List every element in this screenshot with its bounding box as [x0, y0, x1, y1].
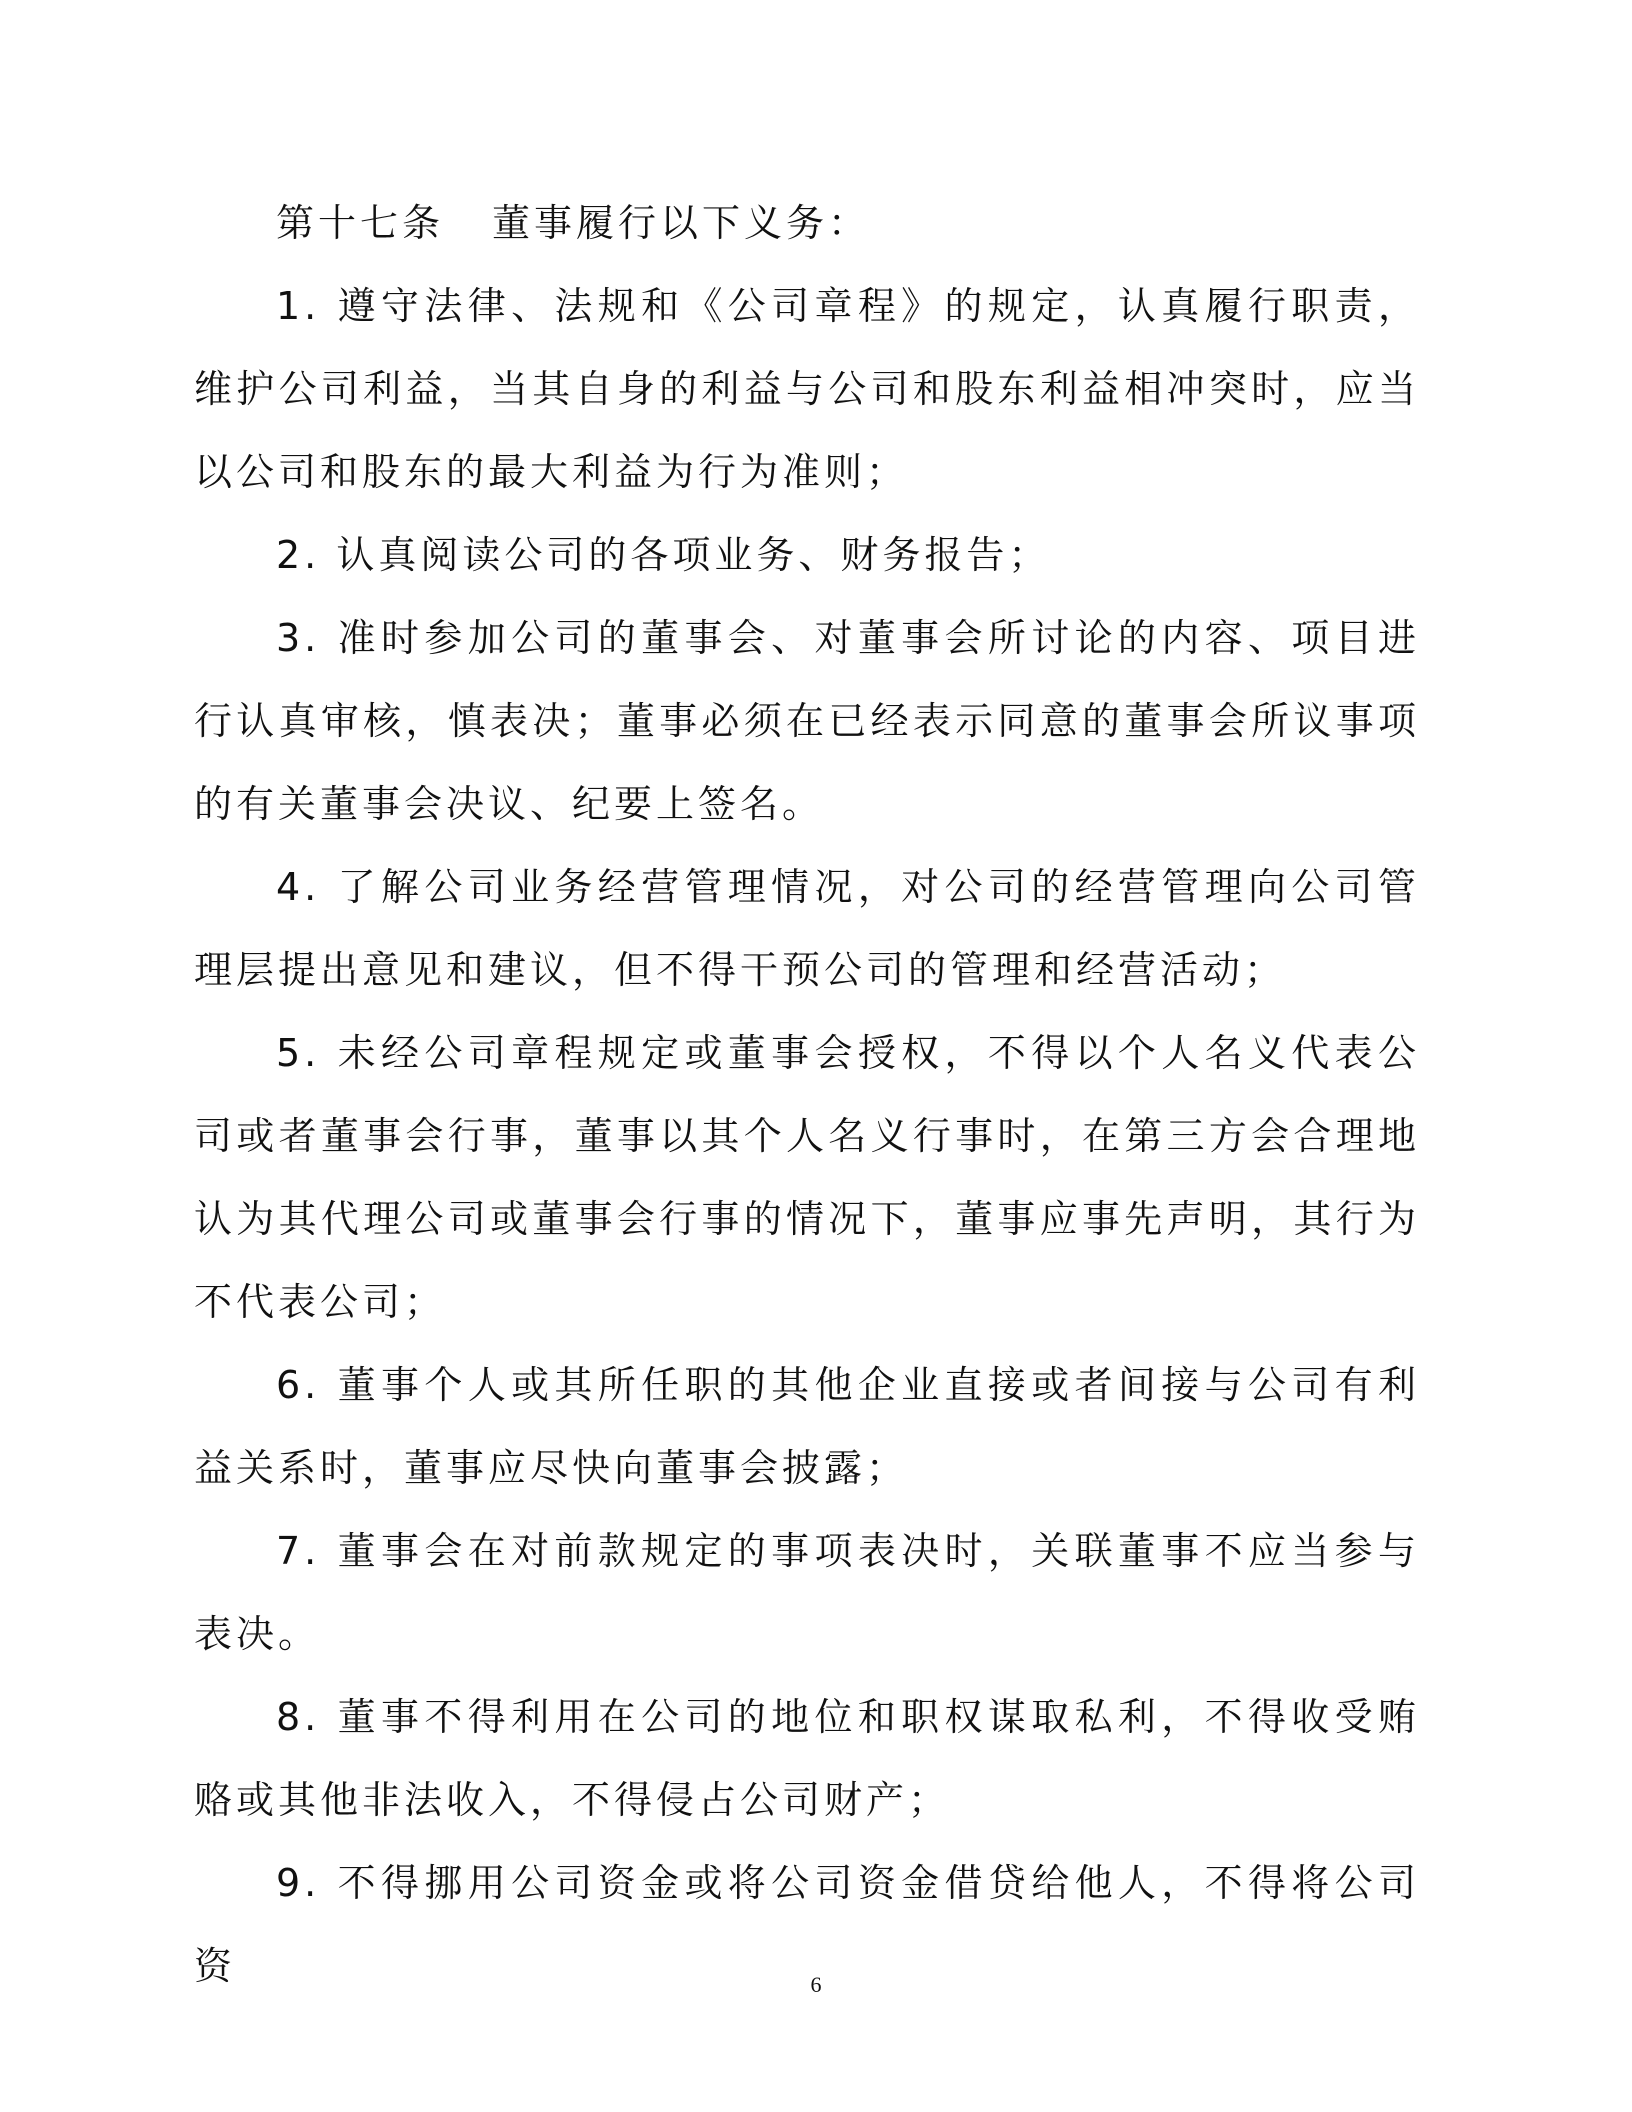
duty-item-7: 7. 董事会在对前款规定的事项表决时，关联董事不应当参与表决。: [194, 1529, 1420, 1656]
duty-item-8: 8. 董事不得利用在公司的地位和职权谋取私利，不得收受贿赂或其他非法收入，不得侵占公司财产；: [194, 1695, 1420, 1822]
duty-item-5: 5. 未经公司章程规定或董事会授权，不得以个人名义代表公司或者董事会行事，董事以其个人名义行事时，在第三方会合理地认为其代理公司或董事会行事的情况下，董事应事先声明，其行为不代表公司；: [194, 1031, 1420, 1324]
duty-item-4: 4. 了解公司业务经营管理情况，对公司的经营管理向公司管理层提出意见和建议，但不得干预公司的管理和经营活动；: [194, 865, 1420, 992]
article-heading: [194, 182, 1420, 265]
article-title: 董事履行以下义务：: [492, 201, 871, 245]
article-number: 第十七条: [276, 201, 445, 245]
duty-item-2: 2. 认真阅读公司的各项业务、财务报告；: [276, 533, 1051, 577]
duty-item-1: 1. 遵守法律、法规和《公司章程》的规定，认真履行职责，维护公司利益，当其自身的利益与公司和股东利益相冲突时，应当以公司和股东的最大利益为行为准则；: [194, 284, 1420, 494]
duty-item-6: 6. 董事个人或其所任职的其他企业直接或者间接与公司有利益关系时，董事应尽快向董事会披露；: [194, 1363, 1420, 1490]
document-body: [194, 182, 1420, 2008]
page-number: 6: [810, 1972, 822, 1997]
duty-item-9: 9. 不得挪用公司资金或将公司资金借贷给他人，不得将公司资: [194, 1861, 1420, 1988]
duty-item-3: 3. 准时参加公司的董事会、对董事会所讨论的内容、项目进行认真审核，慎表决；董事必须在已经表示同意的董事会所议事项的有关董事会决议、纪要上签名。: [194, 616, 1420, 826]
